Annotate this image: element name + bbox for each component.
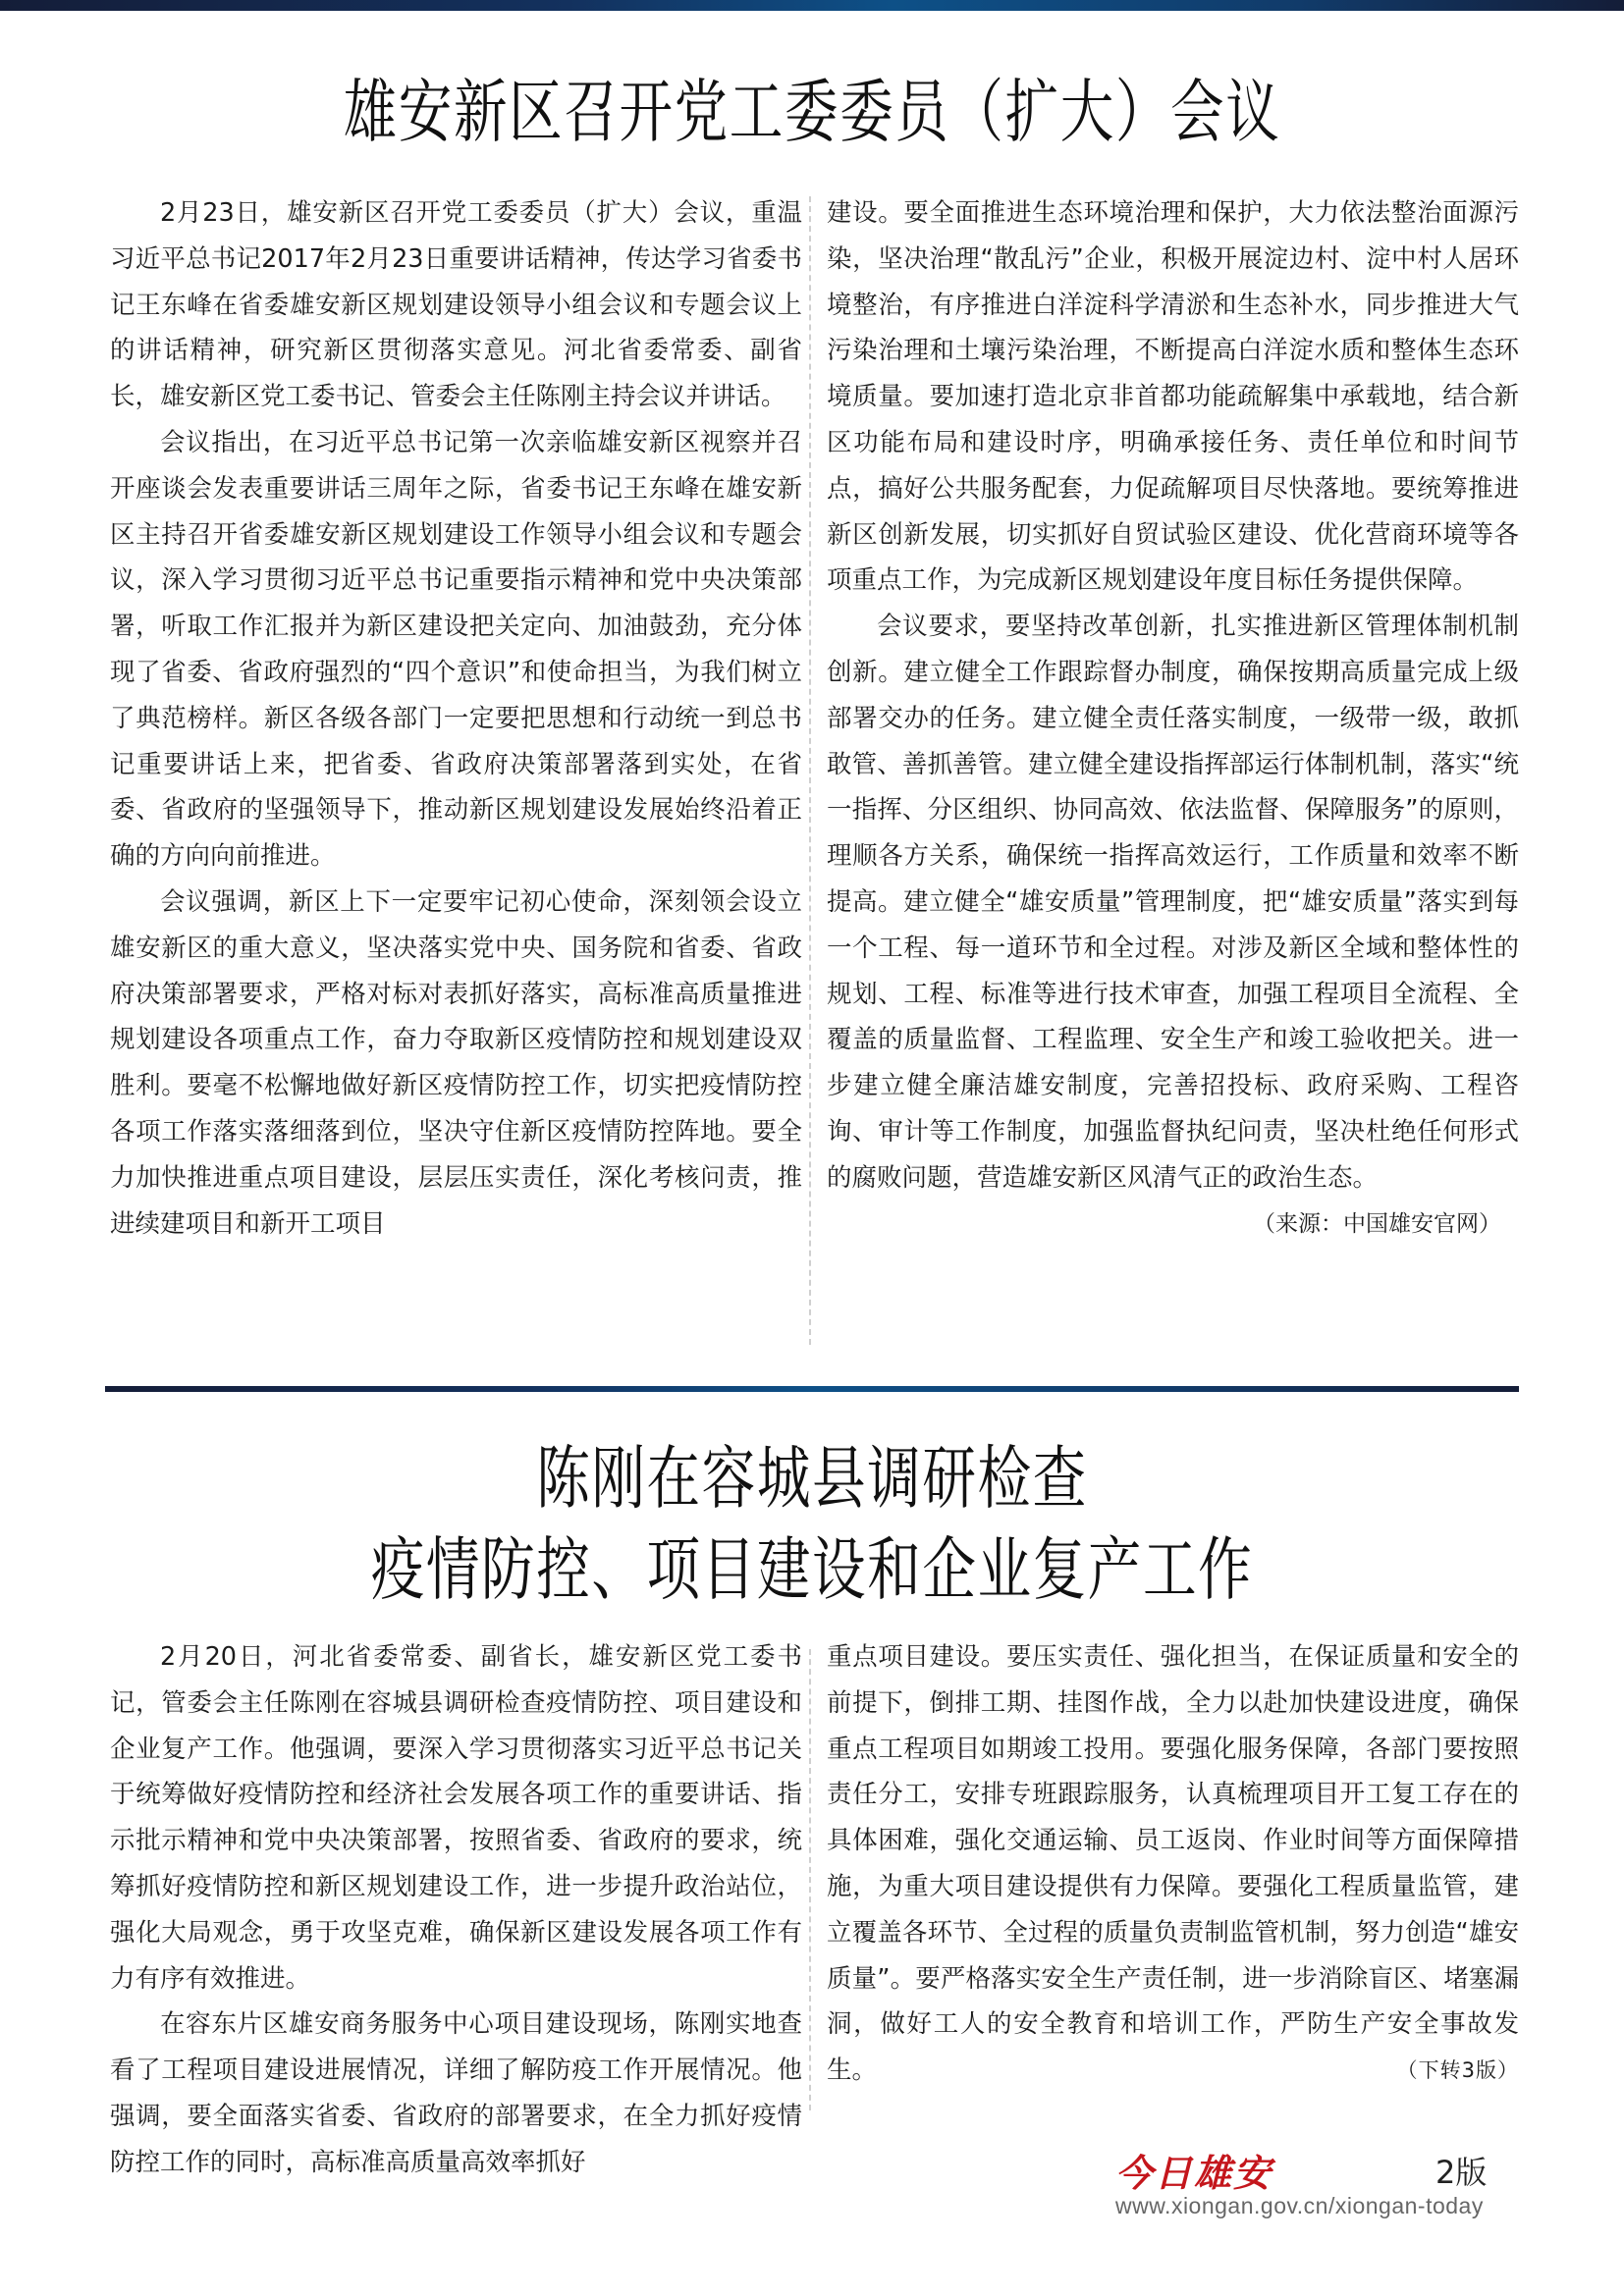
section-divider-bar (105, 1386, 1519, 1392)
article2-paragraph: 2月20日，河北省委常委、副省长，雄安新区党工委书记，管委会主任陈刚在容城县调研检查疫情防控、项目建设和企业复产工作。他强调，要深入学习贯彻落实习近平总书记关于统筹做好疫情防控和经济社会发展各项工作的重要讲话、指示批示精神和党中央决策部署，按照省委、省政府的要求，统筹抓好疫情防控和新区规划建设工作，进一步提升政治站位，强化大局观念，勇于攻坚克难，确保新区建设发展各项工作有力有序有效推进。 (110, 1642, 802, 1994)
newspaper-logo: 今日雄安 (1115, 2151, 1273, 2195)
article2-paragraph-text: 重点项目建设。要压实责任、强化担当，在保证质量和安全的前提下，倒排工期、挂图作战，全力以赴加快建设进度，确保重点工程项目如期竣工投用。要强化服务保障，各部门要按照责任分工，安排专班跟踪服务，认真梳理项目开工复工存在的具体困难，强化交通运输、员工返岗、作业时间等方面保障措施，为重大项目建设提供有力保障。要强化工程质量监管，建立覆盖各环节、全过程的质量负责制监管机制，努力创造“雄安质量”。要严格落实安全生产责任制，进一步消除盲区、堵塞漏洞，做好工人的安全教育和培训工作，严防生产安全事故发生。 (827, 1642, 1519, 2086)
article1-left-column (110, 190, 802, 1247)
column-divider (809, 196, 811, 1345)
column-divider (809, 1649, 811, 2110)
article1-title: 雄安新区召开党工委委员（扩大）会议 (343, 72, 1281, 152)
article1-right-column (827, 190, 1519, 1247)
article2-right-column (827, 1634, 1519, 2094)
continued-on-page-note[interactable]: （下转3版） (1396, 2058, 1519, 2083)
footer-url-link[interactable]: www.xiongan.gov.cn/xiongan-today (1115, 2193, 1484, 2218)
article2-title-line1: 陈刚在容城县调研检查 (536, 1438, 1088, 1519)
page-number: 2版 (1435, 2154, 1488, 2191)
article1-paragraph: 会议强调，新区上下一定要牢记初心使命，深刻领会设立雄安新区的重大意义，坚决落实党中央、国务院和省委、省政府决策部署要求，严格对标对表抓好落实，高标准高质量推进规划建设各项重点工作，奋力夺取新区疫情防控和规划建设双胜利。要毫不松懈地做好新区疫情防控工作，切实把疫情防控各项工作落实落细落到位，坚决守住新区疫情防控阵地。要全力加快推进重点项目建设，层层压实责任，深化考核问责，推进续建项目和新开工项目 (110, 886, 802, 1239)
article1-paragraph: 会议要求，要坚持改革创新，扎实推进新区管理体制机制创新。建立健全工作跟踪督办制度，确保按期高质量完成上级部署交办的任务。建立健全责任落实制度，一级带一级，敢抓敢管、善抓善管。建立健全建设指挥部运行体制机制，落实“统一指挥、分区组织、协同高效、依法监督、保障服务”的原则，理顺各方关系，确保统一指挥高效运行，工作质量和效率不断提高。建立健全“雄安质量”管理制度，把“雄安质量”落实到每一个工程、每一道环节和全过程。对涉及新区全域和整体性的规划、工程、标准等进行技术审查，加强工程项目全流程、全覆盖的质量监督、工程监理、安全生产和竣工验收把关。进一步建立健全廉洁雄安制度，完善招投标、政府采购、工程咨询、审计等工作制度，加强监督执纪问责，坚决杜绝任何形式的腐败问题，营造雄安新区风清气正的政治生态。 (827, 612, 1519, 1193)
article2-title-line2: 疫情防控、项目建设和企业复产工作 (370, 1529, 1254, 1610)
article1-paragraph: 会议指出，在习近平总书记第一次亲临雄安新区视察并召开座谈会发表重要讲话三周年之际，省委书记王东峰在雄安新区主持召开省委雄安新区规划建设工作领导小组会议和专题会议，深入学习贯彻习近平总书记重要指示精神和党中央决策部署，听取工作汇报并为新区建设把关定向、加油鼓劲，充分体现了省委、省政府强烈的“四个意识”和使命担当，为我们树立了典范榜样。新区各级各部门一定要把思想和行动统一到总书记重要讲话上来，把省委、省政府决策部署落到实处，在省委、省政府的坚强领导下，推动新区规划建设发展始终沿着正确的方向向前推进。 (110, 427, 802, 872)
top-header-bar (0, 0, 1624, 11)
article1-source: （来源：中国雄安官网） (1253, 1210, 1501, 1237)
article1-paragraph: 建设。要全面推进生态环境治理和保护，大力依法整治面源污染，坚决治理“散乱污”企业，积极开展淀边村、淀中村人居环境整治，有序推进白洋淀科学清淤和生态补水，同步推进大气污染治理和土壤污染治理，不断提高白洋淀水质和整体生态环境质量。要加速打造北京非首都功能疏解集中承载地，结合新区功能布局和建设时序，明确承接任务、责任单位和时间节点，搞好公共服务配套，力促疏解项目尽快落地。要统筹推进新区创新发展，切实抓好自贸试验区建设、优化营商环境等各项重点工作，为完成新区规划建设年度目标任务提供保障。 (827, 198, 1519, 596)
article1-paragraph: 2月23日，雄安新区召开党工委委员（扩大）会议，重温习近平总书记2017年2月23日重要讲话精神，传达学习省委书记王东峰在省委雄安新区规划建设领导小组会议和专题会议上的讲话精神，研究新区贯彻落实意见。河北省委常委、副省长，雄安新区党工委书记、管委会主任陈刚主持会议并讲话。 (110, 198, 802, 412)
article2-paragraph (827, 1634, 1519, 2094)
article2-paragraph: 在容东片区雄安商务服务中心项目建设现场，陈刚实地查看了工程项目建设进展情况，详细了解防疫工作开展情况。他强调，要全面落实省委、省政府的部署要求，在全力抓好疫情防控工作的同时，高标准高质量高效率抓好 (110, 2009, 802, 2177)
article2-left-column (110, 1634, 802, 2186)
